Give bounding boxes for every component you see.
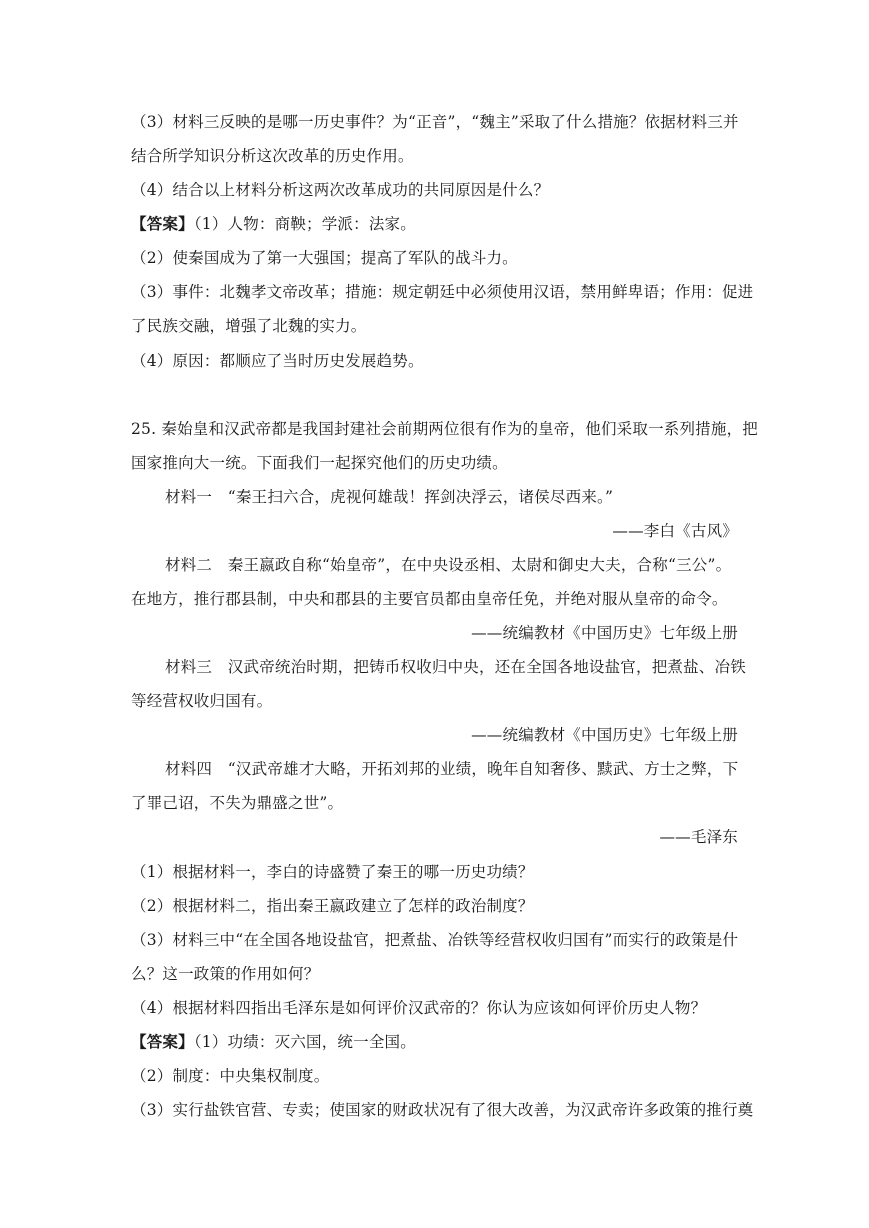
answer-3-line-1: （3）事件：北魏孝文帝改革；措施：规定朝廷中必须使用汉语，禁用鲜卑语；作用：促进 — [131, 283, 754, 301]
answer-label: 【答案】 — [131, 1032, 194, 1051]
question-25-line-2: 国家推向大一统。下面我们一起探究他们的历史功绩。 — [131, 454, 508, 472]
material-4-line-1: 材料四 “汉武帝雄才大略，开拓刘邦的业绩，晚年自知奢侈、黩武、方士之弊，下 — [165, 760, 739, 778]
sub-question-3-line-1: （3）材料三中“在全国各地设盐官，把煮盐、冶铁等经营权收归国有”而实行的政策是什 — [131, 931, 739, 949]
q3-line-2: 结合所学知识分析这次改革的历史作用。 — [131, 147, 414, 165]
answer-1-line — [131, 214, 738, 234]
material-2-source: ——统编教材《中国历史》七年级上册 — [471, 624, 738, 642]
answer-4-line: （4）原因：都顺应了当时历史发展趋势。 — [131, 352, 424, 370]
answer-label: 【答案】 — [131, 214, 194, 233]
sub-question-3-line-2: 么？这一政策的作用如何？ — [131, 965, 320, 983]
answer-2-line: （2）使秦国成为了第一大强国；提高了军队的战斗力。 — [131, 249, 518, 267]
material-4-source: ——毛泽东 — [659, 828, 738, 846]
material-3-line-1: 材料三 汉武帝统治时期，把铸币权收归中央，还在全国各地设盐官，把煮盐、冶铁 — [165, 658, 746, 676]
answer-25-1-text: （1）功绩：灭六国，统一全国。 — [193, 1033, 416, 1051]
material-1: 材料一 “秦王扫六合，虎视何雄哉！挥剑决浮云，诸侯尽西来。” — [165, 488, 614, 506]
sub-question-1: （1）根据材料一，李白的诗盛赞了秦王的哪一历史功绩？ — [131, 863, 534, 881]
answer-25-3-line: （3）实行盐铁官营、专卖；使国家的财政状况有了很大改善，为汉武帝许多政策的推行奠 — [131, 1101, 754, 1119]
answer-25-1-line — [131, 1032, 738, 1052]
material-1-source: ——李白《古风》 — [612, 522, 738, 540]
answer-1-text: （1）人物：商鞅；学派：法家。 — [193, 215, 416, 233]
material-3-source: ——统编教材《中国历史》七年级上册 — [471, 726, 738, 744]
q3-line-1: （3）材料三反映的是哪一历史事件？为“正音”，“魏主”采取了什么措施？依据材料三并 — [131, 113, 739, 131]
material-4-line-2: 了罪己诏，不失为鼎盛之世”。 — [131, 794, 344, 812]
question-25-line-1: 25. 秦始皇和汉武帝都是我国封建社会前期两位很有作为的皇帝，他们采取一系列措施，把 — [131, 420, 758, 438]
answer-3-line-2: 了民族交融，增强了北魏的实力。 — [131, 317, 367, 335]
q4-line: （4）结合以上材料分析这两次改革成功的共同原因是什么？ — [131, 181, 550, 199]
sub-question-4: （4）根据材料四指出毛泽东是如何评价汉武帝的？你认为应该如何评价历史人物？ — [131, 999, 707, 1017]
sub-question-2: （2）根据材料二，指出秦王嬴政建立了怎样的政治制度？ — [131, 897, 534, 915]
answer-25-2-line: （2）制度：中央集权制度。 — [131, 1067, 330, 1085]
material-3-line-2: 等经营权收归国有。 — [131, 692, 273, 710]
material-2-line-2: 在地方，推行郡县制，中央和郡县的主要官员都由皇帝任免，并绝对服从皇帝的命令。 — [131, 590, 728, 608]
material-2-line-1: 材料二 秦王嬴政自称“始皇帝”，在中央设丞相、太尉和御史大夫，合称“三公”。 — [165, 556, 732, 574]
